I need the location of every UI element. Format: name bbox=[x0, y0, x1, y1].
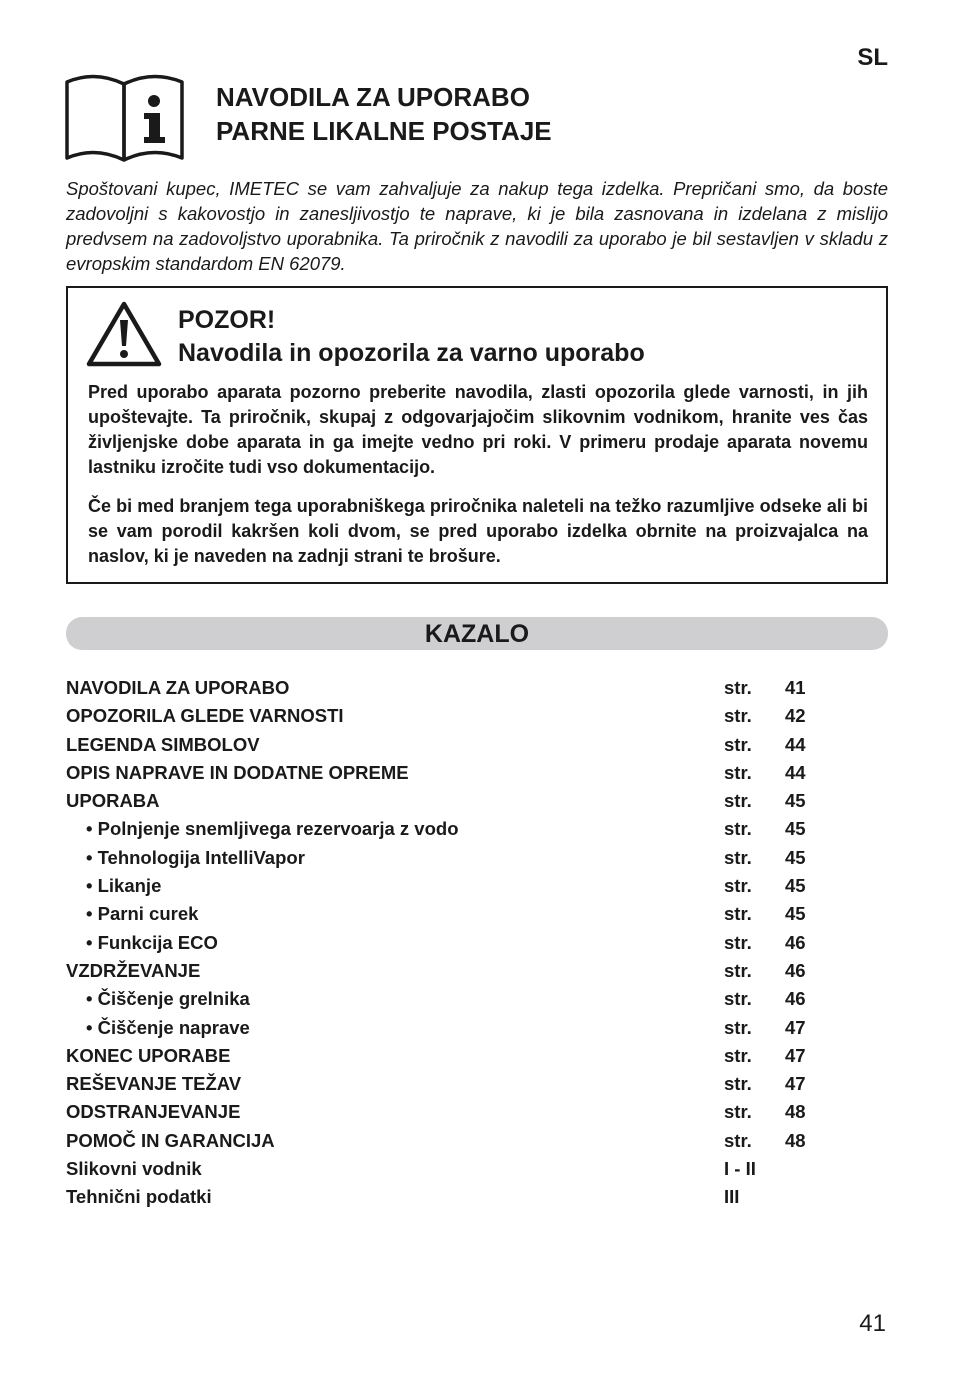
title-line-1: NAVODILA ZA UPORABO bbox=[216, 82, 530, 112]
toc-entry-page-prefix: str. bbox=[724, 1129, 752, 1151]
toc-entry bbox=[66, 900, 888, 928]
toc-entry-page-number: 45 bbox=[785, 903, 806, 925]
toc-entry-page-prefix: str. bbox=[724, 1016, 752, 1038]
toc-entry-page-prefix: str. bbox=[724, 1073, 752, 1095]
toc-entry-page-prefix: str. bbox=[724, 790, 752, 812]
toc-entry-page-number: 47 bbox=[785, 1016, 806, 1038]
toc-entry-page-number: 45 bbox=[785, 875, 806, 897]
warning-triangle-icon bbox=[86, 300, 162, 368]
toc-entry bbox=[66, 787, 888, 815]
toc-entry-page-number: 42 bbox=[785, 705, 806, 727]
toc-entry-page-prefix: str. bbox=[724, 761, 752, 783]
toc-entry bbox=[66, 872, 888, 900]
toc-entry-page-prefix: str. bbox=[724, 1044, 752, 1066]
toc-entry-label: REŠEVANJE TEŽAV bbox=[66, 1073, 242, 1095]
toc-entry bbox=[66, 1183, 888, 1211]
toc-entry-page-number: 44 bbox=[785, 733, 806, 755]
warning-title: POZOR! bbox=[178, 306, 276, 334]
page-number: 41 bbox=[859, 1310, 886, 1337]
toc-entry-page-number: 46 bbox=[785, 959, 806, 981]
toc-entry bbox=[66, 815, 888, 843]
toc-entry bbox=[66, 1014, 888, 1042]
toc-entry-page-number: 47 bbox=[785, 1073, 806, 1095]
table-of-contents bbox=[66, 674, 888, 1212]
warning-paragraph-2: Če bi med branjem tega uporabniškega priročnika naleteli na težko razumljive odseke ali bi se vam porodil kakršen koli dvom, se pred uporabo izdelka obrnite na proizvajalca na naslov, ki je naveden na zadnji strani te brošure. bbox=[88, 496, 868, 566]
toc-entry-label: NAVODILA ZA UPORABO bbox=[66, 677, 290, 698]
toc-entry-page-number: 48 bbox=[785, 1129, 806, 1151]
document-title bbox=[216, 80, 552, 148]
toc-heading-bar: KAZALO bbox=[66, 617, 888, 650]
toc-entry-page-prefix: str. bbox=[724, 931, 752, 953]
toc-entry-label: UPORABA bbox=[66, 790, 160, 812]
toc-entry bbox=[66, 929, 888, 957]
warning-paragraph-1: Pred uporabo aparata pozorno preberite navodila, zlasti opozorila glede varnosti, in jih upoštevajte. Ta priročnik, skupaj z odgovarjajočim slikovnim vodnikom, hranite ves čas življenjske dobe aparata in ga imejte vedno pri roki. V primeru prodaje aparata novemu lastniku izročite tudi vso dokumentacijo. bbox=[88, 382, 868, 477]
toc-entry-page-prefix: str. bbox=[724, 959, 752, 981]
intro-text: Spoštovani kupec, IMETEC se vam zahvaljuje za nakup tega izdelka. Prepričani smo, da boste zadovoljni s kakovostjo in zanesljivostjo te naprave, ki je bila zasnovana in izdelana z mislijo predvsem na zadovoljstvo uporabnika. Ta priročnik z navodili za uporabo je bil sestavljen v skladu z evropskim standardom EN 62079. bbox=[66, 178, 888, 274]
toc-entry bbox=[66, 1070, 888, 1098]
toc-entry bbox=[66, 674, 888, 702]
toc-entry-page-number: 47 bbox=[785, 1044, 806, 1066]
toc-entry-label: • Čiščenje naprave bbox=[86, 1016, 250, 1038]
toc-entry-label: VZDRŽEVANJE bbox=[66, 959, 201, 981]
warning-body bbox=[88, 380, 868, 583]
toc-entry-label: • Parni curek bbox=[86, 903, 199, 925]
language-code: SL bbox=[857, 44, 888, 71]
toc-entry-page-prefix: str. bbox=[724, 988, 752, 1010]
info-book-icon bbox=[64, 70, 186, 162]
toc-entry-label: Slikovni vodnik bbox=[66, 1158, 202, 1180]
toc-entry bbox=[66, 759, 888, 787]
toc-entry-page-prefix: str. bbox=[724, 733, 752, 755]
toc-entry bbox=[66, 957, 888, 985]
toc-entry bbox=[66, 702, 888, 730]
toc-entry-page-number: 45 bbox=[785, 818, 806, 840]
toc-entry-label: • Tehnologija IntelliVapor bbox=[86, 846, 305, 868]
toc-entry-page-prefix: str. bbox=[724, 1101, 752, 1123]
toc-entry-page-prefix: I - II bbox=[724, 1158, 756, 1180]
toc-entry-label: ODSTRANJEVANJE bbox=[66, 1101, 241, 1123]
toc-entry-page-prefix: III bbox=[724, 1186, 740, 1208]
warning-heading bbox=[178, 304, 645, 370]
toc-entry bbox=[66, 844, 888, 872]
toc-entry bbox=[66, 1098, 888, 1126]
toc-entry-label: Tehnični podatki bbox=[66, 1186, 212, 1208]
toc-entry-page-number: 45 bbox=[785, 790, 806, 812]
toc-entry bbox=[66, 731, 888, 759]
toc-entry-label: OPIS NAPRAVE IN DODATNE OPREME bbox=[66, 761, 409, 783]
toc-entry-label: KONEC UPORABE bbox=[66, 1044, 231, 1066]
toc-entry-label: • Čiščenje grelnika bbox=[86, 988, 250, 1010]
toc-entry-page-prefix: str. bbox=[724, 875, 752, 897]
toc-entry-page-prefix: str. bbox=[724, 818, 752, 840]
toc-entry-label: POMOČ IN GARANCIJA bbox=[66, 1129, 275, 1151]
toc-entry-page-prefix: str. bbox=[724, 846, 752, 868]
title-line-2: PARNE LIKALNE POSTAJE bbox=[216, 116, 552, 146]
toc-entry-page-prefix: str. bbox=[724, 705, 752, 727]
toc-entry-page-prefix: str. bbox=[724, 903, 752, 925]
toc-entry bbox=[66, 1155, 888, 1183]
toc-entry-page-number: 44 bbox=[785, 761, 806, 783]
toc-entry-label: LEGENDA SIMBOLOV bbox=[66, 733, 260, 755]
toc-entry-page-number: 46 bbox=[785, 988, 806, 1010]
toc-entry-page-number: 48 bbox=[785, 1101, 806, 1123]
toc-entry bbox=[66, 985, 888, 1013]
toc-entry bbox=[66, 1127, 888, 1155]
warning-subtitle: Navodila in opozorila za varno uporabo bbox=[178, 339, 645, 367]
toc-entry-label: • Funkcija ECO bbox=[86, 931, 218, 953]
toc-entry-page-number: 46 bbox=[785, 931, 806, 953]
warning-box bbox=[66, 286, 888, 584]
toc-entry bbox=[66, 1042, 888, 1070]
toc-entry-page-prefix: str. bbox=[724, 677, 752, 698]
toc-entry-label: • Polnjenje snemljivega rezervoarja z vodo bbox=[86, 818, 459, 840]
toc-entry-label: OPOZORILA GLEDE VARNOSTI bbox=[66, 705, 344, 727]
toc-entry-page-number: 45 bbox=[785, 846, 806, 868]
toc-entry-label: • Likanje bbox=[86, 875, 162, 897]
toc-entry-page-number: 41 bbox=[785, 677, 806, 698]
